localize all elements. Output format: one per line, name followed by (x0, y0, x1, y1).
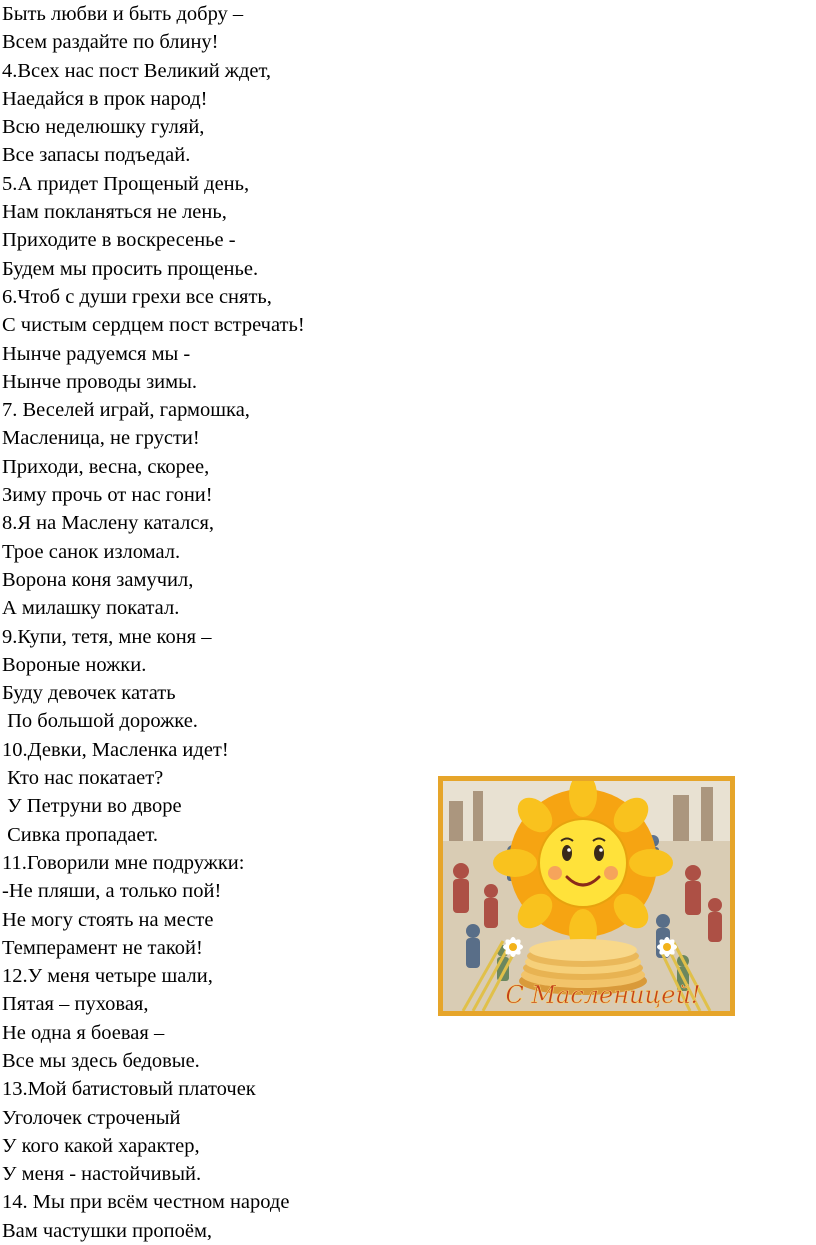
poem-line: 10.Девки, Масленка идет! (2, 738, 229, 761)
poem-line: Уголочек строченый (2, 1106, 181, 1129)
poem-line: Буду девочек катать (2, 682, 176, 705)
poem-line: 7. Веселей играй, гармошка, (2, 399, 250, 422)
poem-line: Все запасы подъедай. (2, 144, 191, 167)
poem-line: Зиму прочь от нас гони! (2, 484, 213, 507)
poem-text (2, 0, 305, 1245)
poem-line: 8.Я на Маслену катался, (2, 512, 215, 535)
poem-line: 4.Всех нас пост Великий ждет, (2, 59, 272, 82)
poem-line: Нынче проводы зимы. (2, 370, 198, 393)
poem-line: Кто нас покатает? (2, 767, 164, 790)
poem-line: Пятая – пуховая, (2, 993, 149, 1016)
poem-line: Не одна я боевая – (2, 1021, 165, 1044)
poem-line: 13.Мой батистовый платочек (2, 1078, 256, 1101)
poem-line: -Не пляши, а только пой! (2, 880, 222, 903)
poem-line: Сивка пропадает. (2, 823, 159, 846)
poem-line: Ворона коня замучил, (2, 568, 194, 591)
poem-line: 11.Говорили мне подружки: (2, 851, 245, 874)
illustration-caption: С Масленицей! (505, 981, 701, 1009)
poem-line: Всю неделюшку гуляй, (2, 116, 205, 139)
poem-line: Быть любви и быть добру – (2, 3, 244, 25)
poem-line: Всем раздайте по блину! (2, 31, 219, 54)
poem-line: Приходи, весна, скорее, (2, 455, 210, 478)
poem-line: Не могу стоять на месте (2, 908, 214, 931)
poem-line: Будем мы просить прощенье. (2, 257, 259, 280)
daisy-right-icon (657, 937, 677, 957)
poem-line: 14. Мы при всём честном народе (2, 1191, 290, 1214)
poem-line: Вороные ножки. (2, 653, 147, 676)
poem-line: Наедайся в прок народ! (2, 87, 208, 110)
poem-line: 12.У меня четыре шали, (2, 965, 213, 988)
poem-line: Трое санок изломал. (2, 540, 181, 563)
poem-line: Все мы здесь бедовые. (2, 1049, 200, 1072)
poem-line: У меня - настойчивый. (2, 1163, 202, 1186)
poem-line: 6.Чтоб с души грехи все снять, (2, 285, 272, 308)
poem-line: С чистым сердцем пост встречать! (2, 314, 305, 337)
maslenitsa-illustration (438, 776, 735, 1016)
poem-line: По большой дорожке. (2, 710, 198, 733)
poem-line: Нынче радуемся мы - (2, 342, 191, 365)
poem-line: У Петруни во дворе (2, 795, 182, 818)
daisy-left-icon (503, 937, 523, 957)
poem-line: Вам частушки пропоём, (2, 1219, 213, 1242)
sun-face (539, 819, 627, 907)
poem-line: 9.Купи, тетя, мне коня – (2, 625, 212, 648)
poem-line: У кого какой характер, (2, 1134, 200, 1157)
poem-line: 5.А придет Прощеный день, (2, 172, 250, 195)
poem-line: Приходите в воскресенье - (2, 229, 236, 252)
poem-line: Темперамент не такой! (2, 936, 203, 959)
poem-line: Масленица, не грусти! (2, 427, 200, 450)
poem-line: Нам покланяться не лень, (2, 201, 227, 224)
poem-line: А милашку покатал. (2, 597, 180, 620)
